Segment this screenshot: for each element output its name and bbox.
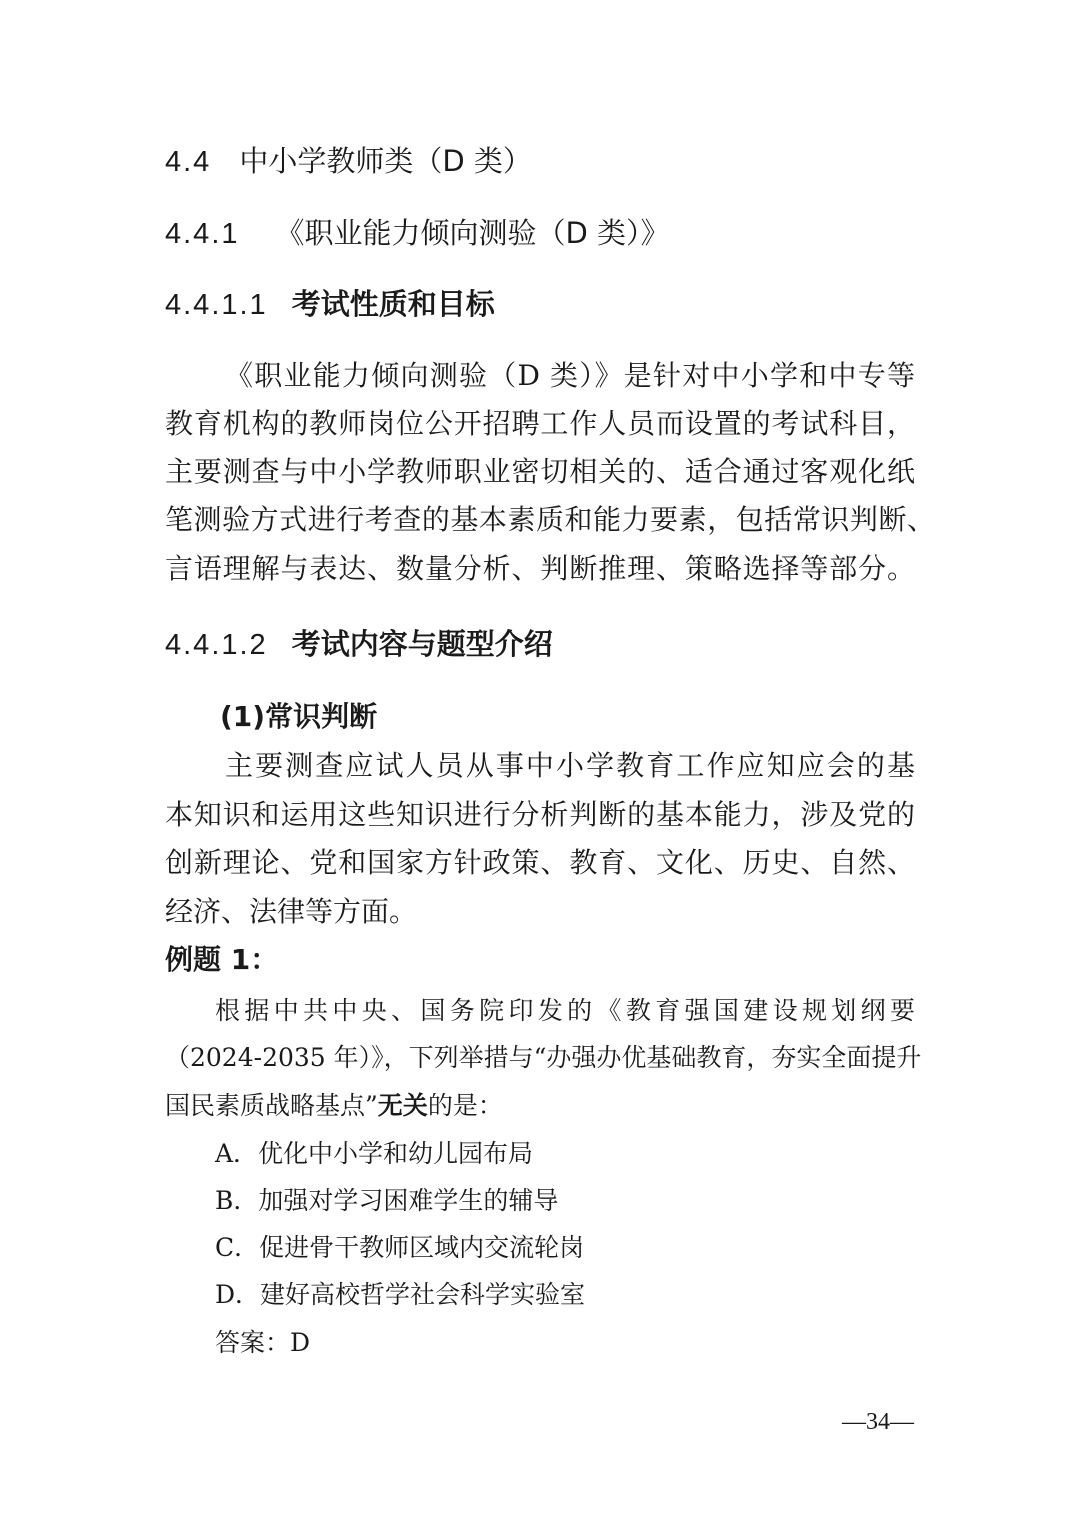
section-number: 4.4 bbox=[165, 146, 212, 178]
subsection-line: 创新理论、党和国家方针政策、教育、文化、历史、自然、 bbox=[165, 846, 915, 879]
subsection-line: 经济、法律等方面。 bbox=[165, 895, 418, 928]
option-a: A．优化中小学和幼儿园布局 bbox=[215, 1139, 534, 1168]
subsection-heading: (1)常识判断 bbox=[220, 700, 378, 733]
intro-line: 《职业能力倾向测验（D 类）》是针对中小学和中专等 bbox=[225, 359, 915, 392]
question-text: 的是： bbox=[427, 1091, 503, 1120]
question-line bbox=[165, 1093, 503, 1118]
section-heading-4-4-1-2 bbox=[165, 627, 553, 661]
section-heading-4-4-1 bbox=[165, 216, 670, 250]
answer: 答案：D bbox=[215, 1328, 311, 1357]
subsection-line: 本知识和运用这些知识进行分析判断的基本能力，涉及党的 bbox=[165, 798, 915, 831]
section-number: 4.4.1.2 bbox=[165, 629, 268, 661]
question-text: 国民素质战略基点” bbox=[165, 1091, 378, 1120]
section-title: 《职业能力倾向测验（D 类）》 bbox=[275, 216, 670, 250]
question-line: （2024-2035 年）》，下列举措与“办强办优基础教育，夯实全面提升 bbox=[165, 1043, 922, 1072]
section-heading-4-4 bbox=[165, 144, 532, 178]
intro-line: 主要测查与中小学教师职业密切相关的、适合通过客观化纸 bbox=[165, 455, 915, 488]
intro-line: 言语理解与表达、数量分析、判断推理、策略选择等部分。 bbox=[165, 552, 915, 585]
section-title: 考试性质和目标 bbox=[291, 287, 495, 321]
section-number: 4.4.1.1 bbox=[165, 289, 268, 321]
intro-line: 笔测验方式进行考查的基本素质和能力要素，包括常识判断、 bbox=[165, 503, 935, 536]
example-label: 例题 1： bbox=[165, 943, 279, 976]
option-d: D．建好高校哲学社会科学实验室 bbox=[215, 1280, 586, 1309]
subsection-line: 主要测查应试人员从事中小学教育工作应知应会的基 bbox=[225, 749, 915, 782]
section-number: 4.4.1 bbox=[165, 218, 240, 250]
section-heading-4-4-1-1 bbox=[165, 287, 495, 321]
question-line: 根据中共中央、国务院印发的《教育强国建设规划纲要 bbox=[215, 996, 915, 1025]
option-b: B．加强对学习困难学生的辅导 bbox=[215, 1186, 559, 1215]
page-number: —34— bbox=[842, 1409, 914, 1435]
option-c: C．促进骨干教师区域内交流轮岗 bbox=[215, 1233, 585, 1262]
section-title: 中小学教师类（D 类） bbox=[239, 144, 532, 178]
question-emphasis: 无关 bbox=[377, 1091, 428, 1120]
intro-line: 教育机构的教师岗位公开招聘工作人员而设置的考试科目， bbox=[165, 407, 915, 440]
section-title: 考试内容与题型介绍 bbox=[291, 627, 553, 661]
